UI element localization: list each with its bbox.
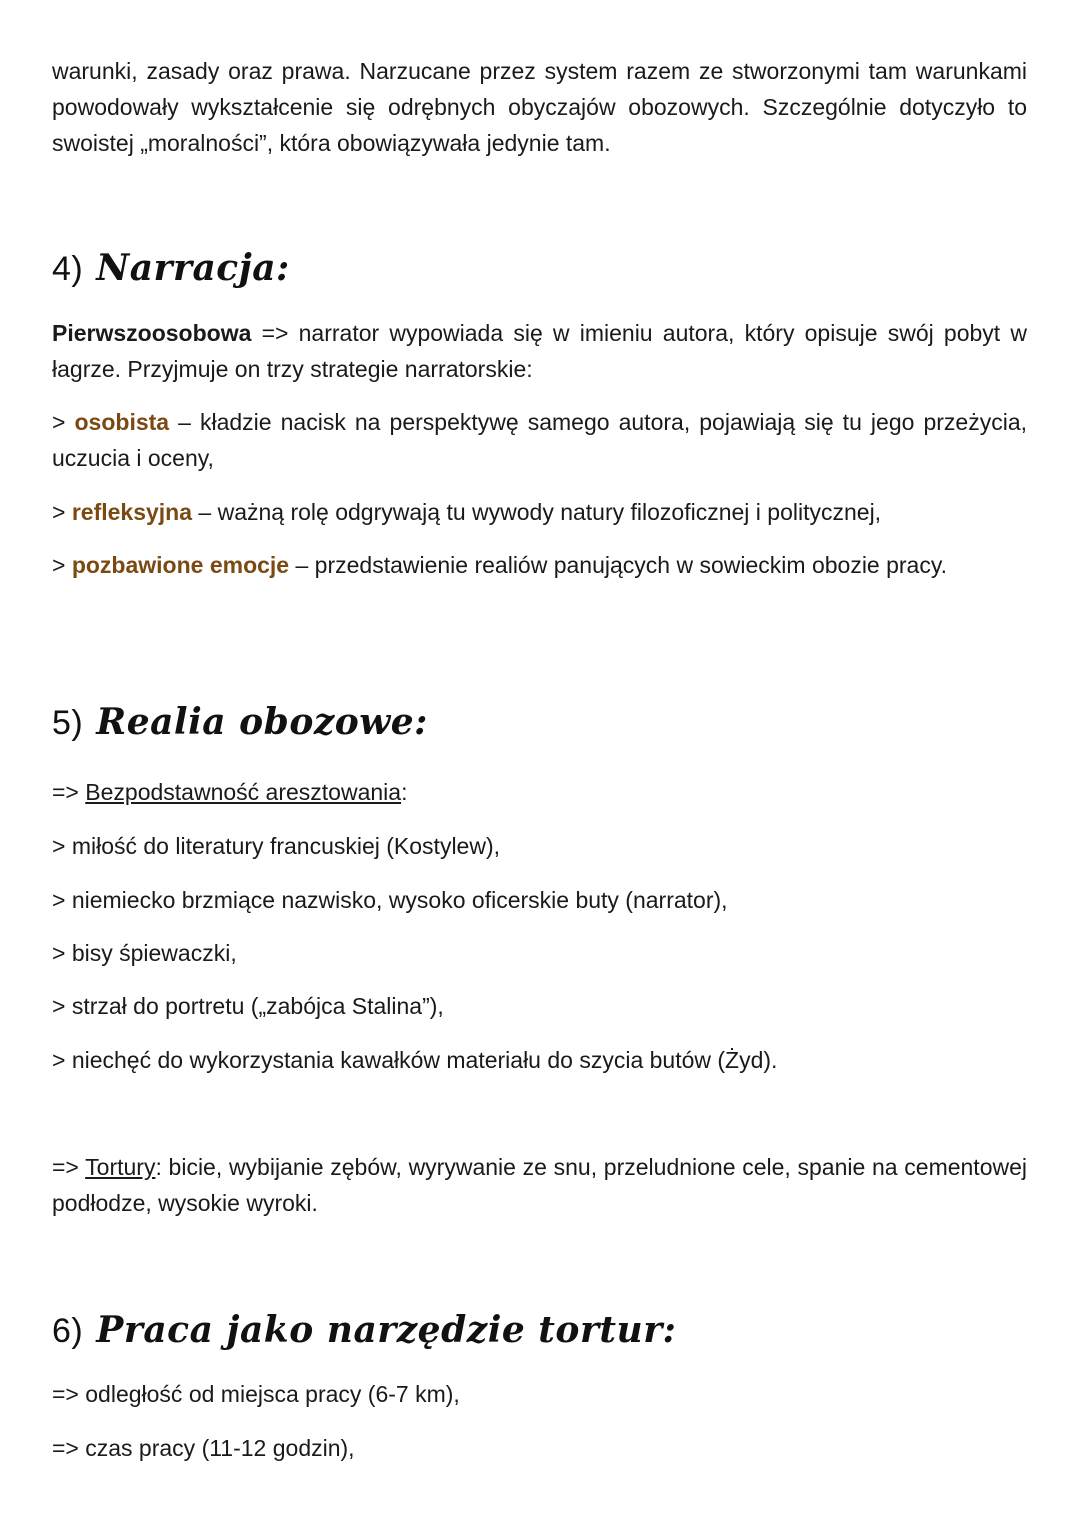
list-item: > niemiecko brzmiące nazwisko, wysoko oficerskie buty (narrator), — [52, 887, 728, 913]
list-item: > niechęć do wykorzystania kawałków materiału do szycia butów (Żyd). — [52, 1047, 778, 1073]
section-number: 5) — [52, 704, 84, 742]
arrest-heading — [52, 774, 1027, 810]
section-title: Narracja: — [96, 247, 290, 289]
list-item: > strzał do portretu („zabójca Stalina”), — [52, 993, 444, 1019]
colon: : — [401, 779, 408, 805]
strategy-text: – kładzie nacisk na perspektywę samego autora, pojawiają się tu jego przeżycia, uczucia i oceny, — [52, 409, 1028, 471]
narration-paragraph — [52, 315, 1027, 387]
section-6-heading — [52, 1306, 676, 1355]
section-number: 6) — [52, 1312, 84, 1350]
section-title: Realia obozowe: — [96, 701, 428, 743]
strategy-text: – ważną rolę odgrywają tu wywody natury filozoficznej i politycznej, — [192, 499, 882, 525]
strategy-item — [52, 404, 1027, 476]
strategy-text: – przedstawienie realiów panujących w sowieckim obozie pracy. — [289, 552, 948, 578]
torture-heading: Tortury — [85, 1154, 156, 1180]
narration-text: => narrator wypowiada się w imieniu autora, który opisuje swój pobyt w łagrze. Przyjmuje on trzy strategie narratorskie: — [52, 320, 1027, 382]
strategy-term: refleksyjna — [71, 499, 193, 525]
list-item: => odległość od miejsca pracy (6-7 km), — [52, 1381, 460, 1407]
strategy-item — [52, 494, 1027, 530]
arrow: => — [52, 1154, 86, 1180]
section-number: 4) — [52, 250, 84, 288]
strategy-term: osobista — [74, 409, 170, 435]
bullet: > — [52, 499, 72, 525]
list-item: > miłość do literatury francuskiej (Kostylew), — [52, 833, 501, 859]
section-title: Praca jako narzędzie tortur: — [96, 1309, 677, 1351]
arrow: => — [52, 779, 86, 805]
torture-paragraph — [52, 1149, 1027, 1221]
bullet: > — [52, 552, 72, 578]
section-4-heading — [52, 244, 290, 293]
list-item: > bisy śpiewaczki, — [52, 940, 237, 966]
bullet: > — [52, 409, 75, 435]
section-5-heading — [52, 698, 428, 747]
torture-text: : bicie, wybijanie zębów, wyrywanie ze snu, przeludnione cele, spanie na cementowej podłodze, wysokie wyroki. — [52, 1154, 1027, 1216]
strategy-term: pozbawione emocje — [71, 552, 290, 578]
narration-type: Pierwszoosobowa — [52, 320, 252, 346]
strategy-item — [52, 547, 1027, 583]
list-item: => czas pracy (11-12 godzin), — [52, 1435, 355, 1461]
arrest-heading-text: Bezpodstawność aresztowania — [85, 779, 402, 805]
intro-paragraph: warunki, zasady oraz prawa. Narzucane przez system razem ze stworzonymi tam warunkami powodowały wykształcenie się odrębnych obyczajów obozowych. Szczególnie dotyczyło to swoistej „moralności”, która obowiązywała jedynie tam. — [52, 58, 1027, 156]
